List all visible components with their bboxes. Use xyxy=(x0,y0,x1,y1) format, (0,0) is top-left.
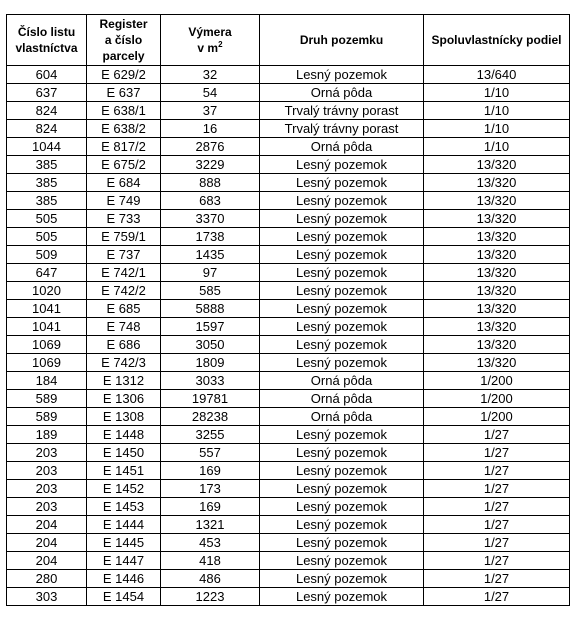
header-area: Výmera v $m^2$ xyxy=(161,15,260,66)
owner-sheet-cell: 189 xyxy=(7,426,87,444)
register-cell: E 684 xyxy=(87,174,161,192)
table-row xyxy=(7,552,570,570)
table-row xyxy=(7,570,570,588)
land-type-cell: Lesný pozemok xyxy=(260,156,424,174)
land-type-cell: Orná pôda xyxy=(260,138,424,156)
table-row xyxy=(7,498,570,516)
register-cell: E 629/2 xyxy=(87,66,161,84)
area-cell: 453 xyxy=(161,534,260,552)
register-cell: E 742/2 xyxy=(87,282,161,300)
share-cell: 13/320 xyxy=(424,192,570,210)
register-cell: E 1452 xyxy=(87,480,161,498)
land-type-cell: Lesný pozemok xyxy=(260,174,424,192)
owner-sheet-cell: 1020 xyxy=(7,282,87,300)
area-cell: 1321 xyxy=(161,516,260,534)
land-type-cell: Lesný pozemok xyxy=(260,498,424,516)
owner-sheet-cell: 637 xyxy=(7,84,87,102)
land-type-cell: Lesný pozemok xyxy=(260,462,424,480)
share-cell: 13/640 xyxy=(424,66,570,84)
share-cell: 13/320 xyxy=(424,318,570,336)
table-body xyxy=(7,66,570,606)
table-row xyxy=(7,390,570,408)
owner-sheet-cell: 203 xyxy=(7,444,87,462)
table-row xyxy=(7,354,570,372)
owner-sheet-cell: 1044 xyxy=(7,138,87,156)
register-cell: E 675/2 xyxy=(87,156,161,174)
table-row xyxy=(7,102,570,120)
register-cell: E 1447 xyxy=(87,552,161,570)
table-row xyxy=(7,246,570,264)
register-cell: E 1450 xyxy=(87,444,161,462)
area-cell: 557 xyxy=(161,444,260,462)
table-row xyxy=(7,336,570,354)
owner-sheet-cell: 303 xyxy=(7,588,87,606)
owner-sheet-cell: 203 xyxy=(7,462,87,480)
register-cell: E 686 xyxy=(87,336,161,354)
table-row xyxy=(7,444,570,462)
area-cell: 888 xyxy=(161,174,260,192)
owner-sheet-cell: 505 xyxy=(7,228,87,246)
land-type-cell: Lesný pozemok xyxy=(260,480,424,498)
land-type-cell: Lesný pozemok xyxy=(260,336,424,354)
table-row xyxy=(7,318,570,336)
land-type-cell: Lesný pozemok xyxy=(260,210,424,228)
header-owner-sheet: Číslo listu vlastníctva xyxy=(7,15,87,66)
owner-sheet-cell: 204 xyxy=(7,552,87,570)
land-type-cell: Lesný pozemok xyxy=(260,354,424,372)
owner-sheet-cell: 505 xyxy=(7,210,87,228)
owner-sheet-cell: 204 xyxy=(7,516,87,534)
share-cell: 13/320 xyxy=(424,300,570,318)
share-cell: 1/200 xyxy=(424,372,570,390)
share-cell: 13/320 xyxy=(424,264,570,282)
register-cell: E 1446 xyxy=(87,570,161,588)
register-cell: E 1448 xyxy=(87,426,161,444)
owner-sheet-cell: 203 xyxy=(7,498,87,516)
register-cell: E 742/3 xyxy=(87,354,161,372)
owner-sheet-cell: 203 xyxy=(7,480,87,498)
register-cell: E 1445 xyxy=(87,534,161,552)
table-row xyxy=(7,210,570,228)
header-register: Register a číslo parcely xyxy=(87,15,161,66)
register-cell: E 637 xyxy=(87,84,161,102)
land-type-cell: Lesný pozemok xyxy=(260,570,424,588)
share-cell: 13/320 xyxy=(424,210,570,228)
land-type-cell: Orná pôda xyxy=(260,84,424,102)
owner-sheet-cell: 509 xyxy=(7,246,87,264)
owner-sheet-cell: 1069 xyxy=(7,336,87,354)
land-type-cell: Lesný pozemok xyxy=(260,66,424,84)
table-row xyxy=(7,228,570,246)
share-cell: 1/200 xyxy=(424,390,570,408)
register-cell: E 748 xyxy=(87,318,161,336)
owner-sheet-cell: 1041 xyxy=(7,300,87,318)
owner-sheet-cell: 1041 xyxy=(7,318,87,336)
table-row xyxy=(7,156,570,174)
register-cell: E 1451 xyxy=(87,462,161,480)
register-cell: E 759/1 xyxy=(87,228,161,246)
area-cell: 1738 xyxy=(161,228,260,246)
table-row xyxy=(7,84,570,102)
area-cell: 16 xyxy=(161,120,260,138)
share-cell: 1/27 xyxy=(424,534,570,552)
header-row xyxy=(7,15,570,66)
share-cell: 1/27 xyxy=(424,588,570,606)
share-cell: 13/320 xyxy=(424,336,570,354)
land-type-cell: Lesný pozemok xyxy=(260,264,424,282)
area-cell: 19781 xyxy=(161,390,260,408)
owner-sheet-cell: 589 xyxy=(7,390,87,408)
register-cell: E 1444 xyxy=(87,516,161,534)
land-type-cell: Orná pôda xyxy=(260,408,424,426)
table-row xyxy=(7,66,570,84)
table-row xyxy=(7,138,570,156)
land-type-cell: Lesný pozemok xyxy=(260,246,424,264)
area-cell: 1809 xyxy=(161,354,260,372)
owner-sheet-cell: 204 xyxy=(7,534,87,552)
owner-sheet-cell: 280 xyxy=(7,570,87,588)
area-cell: 32 xyxy=(161,66,260,84)
owner-sheet-cell: 385 xyxy=(7,174,87,192)
register-cell: E 638/1 xyxy=(87,102,161,120)
owner-sheet-cell: 589 xyxy=(7,408,87,426)
share-cell: 1/27 xyxy=(424,498,570,516)
area-cell: 3033 xyxy=(161,372,260,390)
area-cell: 3255 xyxy=(161,426,260,444)
land-type-cell: Trvalý trávny porast xyxy=(260,120,424,138)
land-type-cell: Orná pôda xyxy=(260,372,424,390)
register-cell: E 742/1 xyxy=(87,264,161,282)
owner-sheet-cell: 647 xyxy=(7,264,87,282)
register-cell: E 1306 xyxy=(87,390,161,408)
owner-sheet-cell: 385 xyxy=(7,156,87,174)
share-cell: 1/27 xyxy=(424,570,570,588)
owner-sheet-cell: 604 xyxy=(7,66,87,84)
share-cell: 1/27 xyxy=(424,444,570,462)
area-cell: 1597 xyxy=(161,318,260,336)
area-cell: 486 xyxy=(161,570,260,588)
register-cell: E 737 xyxy=(87,246,161,264)
share-cell: 1/10 xyxy=(424,120,570,138)
area-cell: 3050 xyxy=(161,336,260,354)
land-type-cell: Orná pôda xyxy=(260,390,424,408)
table-row xyxy=(7,516,570,534)
land-type-cell: Lesný pozemok xyxy=(260,228,424,246)
area-cell: 585 xyxy=(161,282,260,300)
area-cell: 3370 xyxy=(161,210,260,228)
owner-sheet-cell: 824 xyxy=(7,102,87,120)
land-type-cell: Lesný pozemok xyxy=(260,282,424,300)
share-cell: 13/320 xyxy=(424,156,570,174)
land-type-cell: Lesný pozemok xyxy=(260,444,424,462)
header-share: Spoluvlastnícky podiel xyxy=(424,15,570,66)
area-cell: 3229 xyxy=(161,156,260,174)
share-cell: 1/27 xyxy=(424,426,570,444)
table-row xyxy=(7,300,570,318)
header-land-type: Druh pozemku xyxy=(260,15,424,66)
table-row xyxy=(7,462,570,480)
share-cell: 1/27 xyxy=(424,480,570,498)
area-cell: 683 xyxy=(161,192,260,210)
table-row xyxy=(7,588,570,606)
table-row xyxy=(7,192,570,210)
land-type-cell: Lesný pozemok xyxy=(260,318,424,336)
register-cell: E 1454 xyxy=(87,588,161,606)
owner-sheet-cell: 385 xyxy=(7,192,87,210)
register-cell: E 685 xyxy=(87,300,161,318)
table-row xyxy=(7,426,570,444)
share-cell: 13/320 xyxy=(424,228,570,246)
share-cell: 1/27 xyxy=(424,462,570,480)
share-cell: 1/27 xyxy=(424,516,570,534)
table-row xyxy=(7,264,570,282)
table-row xyxy=(7,372,570,390)
land-parcels-table xyxy=(6,14,570,606)
share-cell: 13/320 xyxy=(424,246,570,264)
area-cell: 1223 xyxy=(161,588,260,606)
area-cell: 54 xyxy=(161,84,260,102)
owner-sheet-cell: 184 xyxy=(7,372,87,390)
area-cell: 37 xyxy=(161,102,260,120)
table-row xyxy=(7,120,570,138)
table-row xyxy=(7,408,570,426)
table-row xyxy=(7,480,570,498)
area-cell: 173 xyxy=(161,480,260,498)
register-cell: E 733 xyxy=(87,210,161,228)
area-cell: 418 xyxy=(161,552,260,570)
area-cell: 28238 xyxy=(161,408,260,426)
land-type-cell: Lesný pozemok xyxy=(260,516,424,534)
share-cell: 1/10 xyxy=(424,84,570,102)
share-cell: 1/200 xyxy=(424,408,570,426)
land-type-cell: Lesný pozemok xyxy=(260,192,424,210)
register-cell: E 749 xyxy=(87,192,161,210)
share-cell: 1/10 xyxy=(424,138,570,156)
share-cell: 13/320 xyxy=(424,354,570,372)
land-type-cell: Lesný pozemok xyxy=(260,552,424,570)
share-cell: 13/320 xyxy=(424,282,570,300)
register-cell: E 1308 xyxy=(87,408,161,426)
owner-sheet-cell: 824 xyxy=(7,120,87,138)
area-cell: 97 xyxy=(161,264,260,282)
area-cell: 169 xyxy=(161,462,260,480)
share-cell: 1/27 xyxy=(424,552,570,570)
share-cell: 1/10 xyxy=(424,102,570,120)
table-row xyxy=(7,282,570,300)
land-type-cell: Lesný pozemok xyxy=(260,534,424,552)
register-cell: E 638/2 xyxy=(87,120,161,138)
register-cell: E 1453 xyxy=(87,498,161,516)
land-type-cell: Lesný pozemok xyxy=(260,426,424,444)
share-cell: 13/320 xyxy=(424,174,570,192)
area-cell: 169 xyxy=(161,498,260,516)
land-type-cell: Trvalý trávny porast xyxy=(260,102,424,120)
area-cell: 2876 xyxy=(161,138,260,156)
table-row xyxy=(7,534,570,552)
land-type-cell: Lesný pozemok xyxy=(260,588,424,606)
table-row xyxy=(7,174,570,192)
register-cell: E 1312 xyxy=(87,372,161,390)
area-cell: 5888 xyxy=(161,300,260,318)
area-cell: 1435 xyxy=(161,246,260,264)
register-cell: E 817/2 xyxy=(87,138,161,156)
owner-sheet-cell: 1069 xyxy=(7,354,87,372)
land-type-cell: Lesný pozemok xyxy=(260,300,424,318)
